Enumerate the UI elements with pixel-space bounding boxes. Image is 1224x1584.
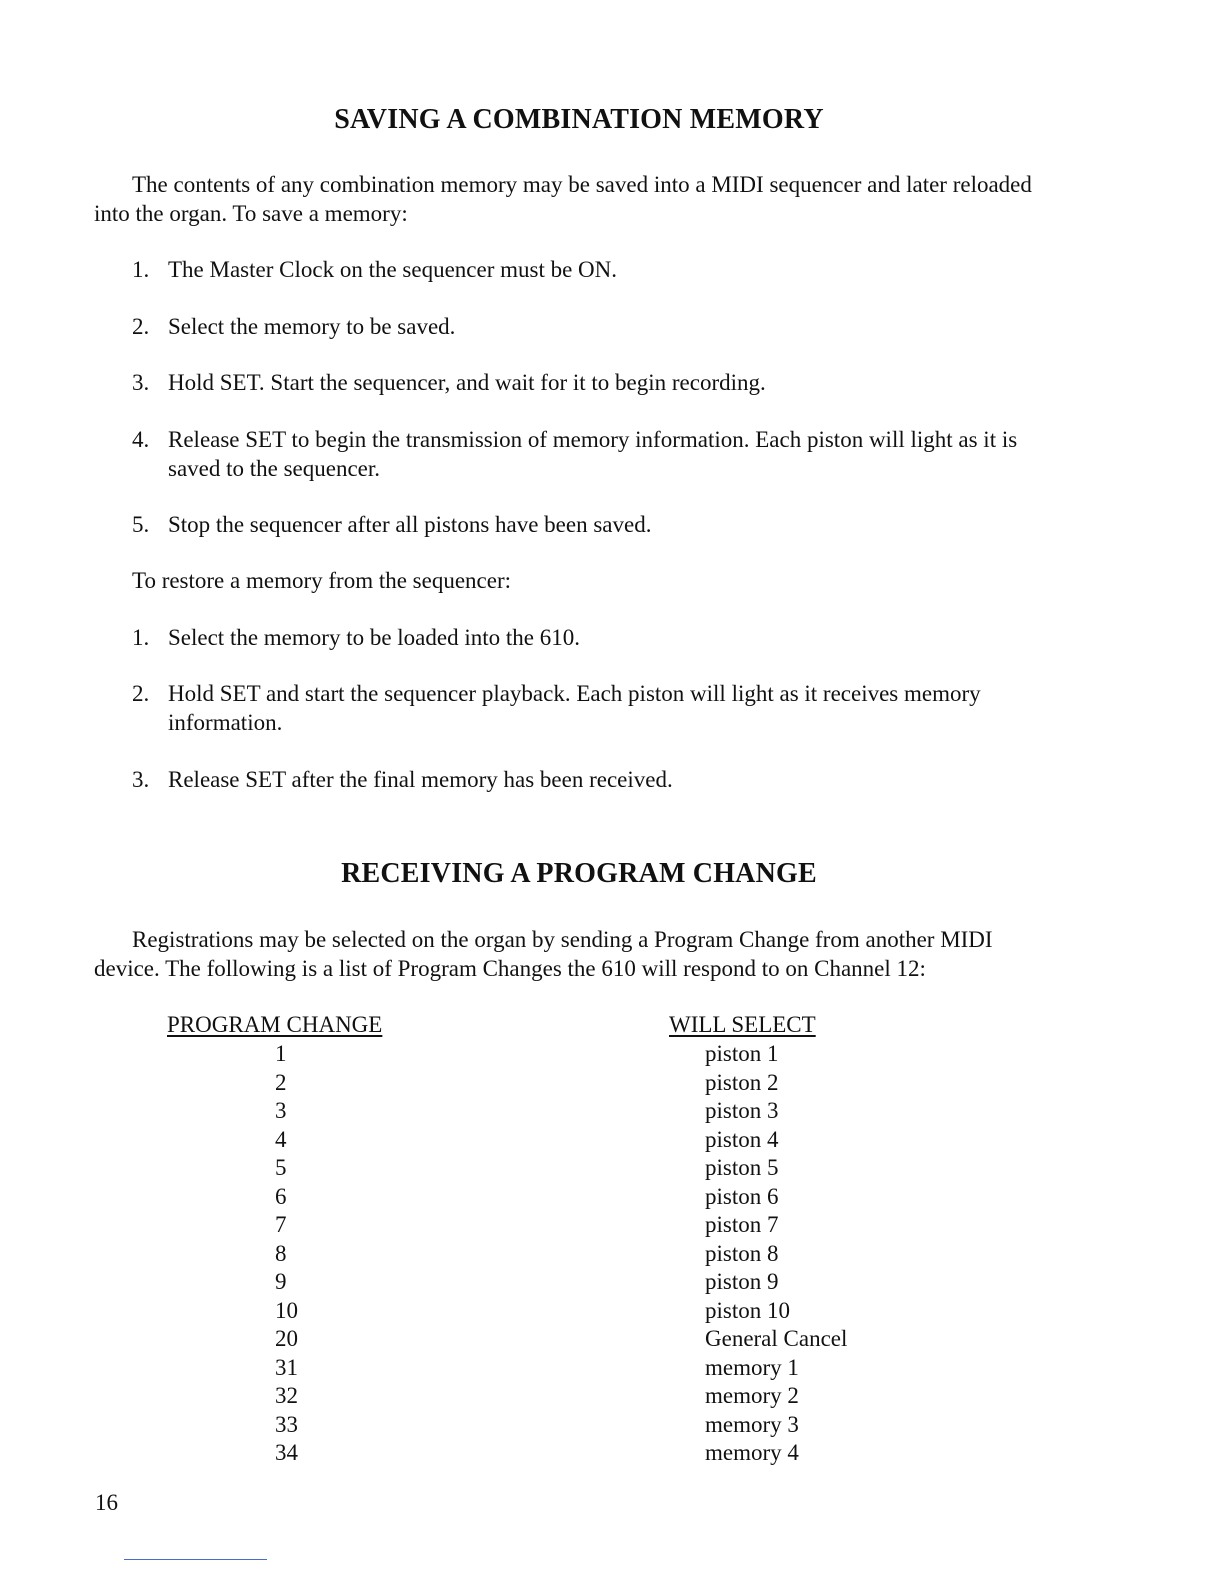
selection-value: piston 10	[705, 1297, 790, 1323]
restore-step	[132, 766, 1052, 795]
selection-value: memory 4	[705, 1440, 799, 1465]
program-change-intro-paragraph: Registrations may be selected on the organ by sending a Program Change from another MIDI device. The following is a list of Program Changes the 610 will respond to on Channel 12:	[94, 927, 993, 981]
step-number: 3.	[132, 370, 150, 395]
step-text: Release SET to begin the transmission of memory information. Each piston will light as it is saved to the sequencer.	[168, 427, 1018, 481]
selection-value: piston 4	[705, 1126, 779, 1152]
program-change-value: 34	[275, 1440, 298, 1465]
restore-step	[132, 680, 1052, 737]
step-number: 2.	[132, 681, 150, 706]
save-step	[132, 313, 1052, 342]
table-row	[0, 1411, 1224, 1440]
section-title-saving: SAVING A COMBINATION MEMORY	[334, 104, 824, 135]
program-change-value: 33	[275, 1411, 298, 1437]
step-text: Hold SET. Start the sequencer, and wait for it to begin recording.	[168, 370, 766, 395]
table-row	[0, 1097, 1224, 1126]
program-change-value: 5	[275, 1155, 287, 1180]
selection-value: piston 2	[705, 1069, 779, 1095]
program-change-value: 2	[275, 1069, 287, 1095]
table-row	[0, 1297, 1224, 1326]
program-change-value: 9	[275, 1269, 287, 1294]
step-number: 3.	[132, 767, 150, 792]
selection-value: piston 7	[705, 1212, 779, 1237]
selection-value: General Cancel	[705, 1326, 848, 1351]
table-row	[0, 1354, 1224, 1383]
section-title-program-change: RECEIVING A PROGRAM CHANGE	[341, 858, 817, 889]
program-change-value: 8	[275, 1240, 287, 1266]
page-number: 16	[95, 1490, 118, 1515]
step-text: The Master Clock on the sequencer must be ON.	[168, 257, 618, 282]
program-change-value: 32	[275, 1383, 298, 1408]
program-change-value: 7	[275, 1212, 287, 1237]
program-change-value: 6	[275, 1183, 287, 1209]
restore-step	[132, 624, 1052, 653]
step-number: 5.	[132, 512, 150, 537]
restore-intro: To restore a memory from the sequencer:	[132, 568, 512, 593]
step-text: Select the memory to be saved.	[168, 314, 456, 339]
table-row	[0, 1154, 1224, 1183]
table-row	[0, 1069, 1224, 1098]
step-text: Release SET after the final memory has been received.	[168, 767, 673, 792]
step-number: 1.	[132, 625, 150, 650]
step-text: Stop the sequencer after all pistons have been saved.	[168, 512, 652, 537]
saving-intro-paragraph: The contents of any combination memory may be saved into a MIDI sequencer and later reloaded into the organ. To save a memory:	[94, 172, 1032, 226]
save-step	[132, 256, 1052, 285]
program-change-table	[0, 1040, 1224, 1468]
table-row	[0, 1183, 1224, 1212]
step-number: 4.	[132, 427, 150, 452]
save-step	[132, 511, 1052, 540]
table-row	[0, 1382, 1224, 1411]
program-change-value: 4	[275, 1126, 287, 1152]
table-row	[0, 1240, 1224, 1269]
step-text: Select the memory to be loaded into the 610.	[168, 625, 580, 650]
program-change-value: 10	[275, 1297, 298, 1323]
selection-value: memory 3	[705, 1411, 799, 1437]
program-change-value: 20	[275, 1326, 298, 1351]
step-number: 1.	[132, 257, 150, 282]
selection-value: piston 6	[705, 1183, 779, 1209]
save-step	[132, 369, 1052, 398]
table-row	[0, 1325, 1224, 1354]
table-row	[0, 1126, 1224, 1155]
step-number: 2.	[132, 314, 150, 339]
table-row	[0, 1268, 1224, 1297]
program-change-value: 1	[275, 1041, 287, 1066]
column-header-will-select: WILL SELECT	[669, 1012, 816, 1037]
program-change-value: 31	[275, 1354, 298, 1380]
program-change-value: 3	[275, 1098, 287, 1123]
selection-value: memory 2	[705, 1383, 799, 1408]
selection-value: piston 1	[705, 1041, 779, 1066]
selection-value: memory 1	[705, 1354, 799, 1380]
selection-value: piston 8	[705, 1240, 779, 1266]
column-header-program-change: PROGRAM CHANGE	[167, 1012, 383, 1037]
selection-value: piston 5	[705, 1155, 779, 1180]
table-row	[0, 1439, 1224, 1468]
save-step	[132, 426, 1052, 483]
step-text: Hold SET and start the sequencer playback. Each piston will light as it receives memory information.	[168, 681, 981, 735]
table-row	[0, 1211, 1224, 1240]
footer-rule	[124, 1559, 267, 1560]
selection-value: piston 9	[705, 1269, 779, 1294]
selection-value: piston 3	[705, 1098, 779, 1123]
table-row	[0, 1040, 1224, 1069]
